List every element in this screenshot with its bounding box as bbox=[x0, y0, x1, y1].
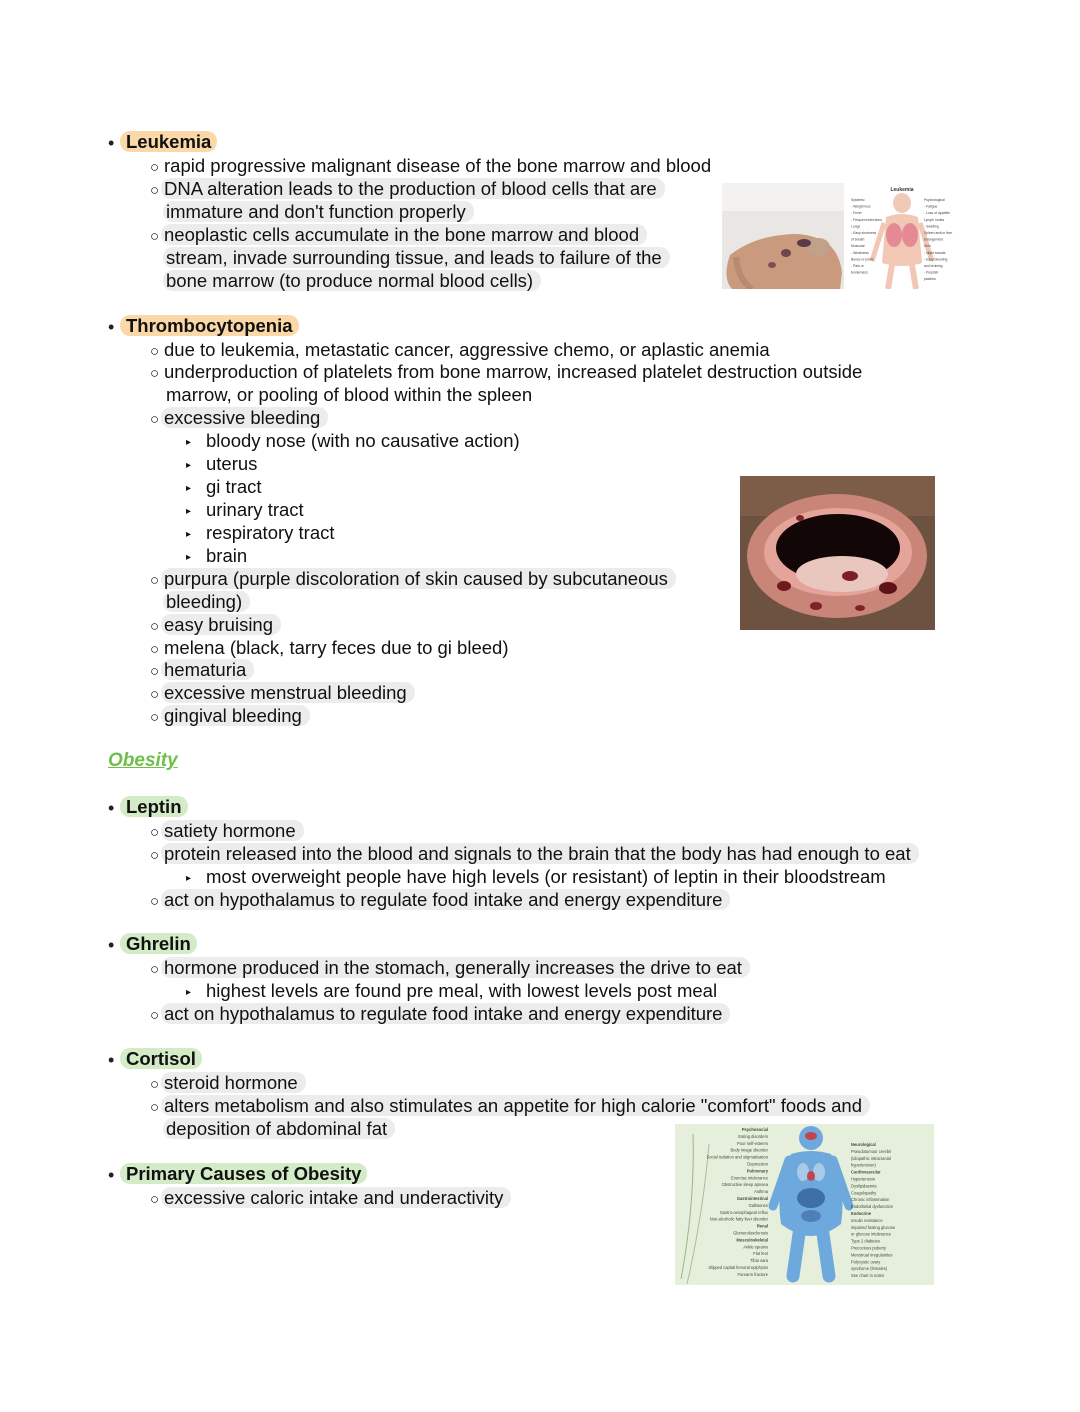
obesity-figure-label: Endocrine bbox=[851, 1211, 872, 1216]
leukemia-figure-label: and bruising bbox=[924, 264, 943, 268]
obesity-figure-label: Asthma bbox=[754, 1189, 768, 1195]
obesity-figure-label: Insulin resistance bbox=[851, 1217, 883, 1223]
leukemia-figure-label: - Loss of appetite bbox=[924, 211, 951, 216]
obesity-figure-label: Glomerulosclerosis bbox=[733, 1230, 768, 1236]
obesity-figure-label: hypertension) bbox=[851, 1162, 876, 1168]
cortisol-term: Cortisol bbox=[126, 1048, 202, 1070]
leukemia-term: Leukemia bbox=[126, 131, 217, 153]
thrombo-point-5: ○ easy bruising bbox=[150, 614, 281, 638]
obesity-diagram bbox=[675, 1124, 934, 1285]
obesity-figure-label: Psychosocial bbox=[741, 1127, 768, 1132]
bullet: • bbox=[108, 798, 115, 818]
cortisol-point-1: ○ steroid hormone bbox=[150, 1072, 306, 1096]
leukemia-point-1: ○ rapid progressive malignant disease of the bone marrow and blood bbox=[150, 155, 712, 176]
leukemia-figure-label: Enlargement bbox=[924, 237, 944, 242]
obesity-figure-label: Non-alcoholic fatty liver disorder bbox=[709, 1216, 768, 1222]
leukemia-figure-label: of breath bbox=[851, 237, 865, 242]
obesity-figure-label: Polycystic ovary bbox=[851, 1259, 881, 1265]
leukemia-figure-label: - Purplish bbox=[924, 270, 939, 275]
primary-causes-term: Primary Causes of Obesity bbox=[126, 1163, 367, 1185]
ghrelin-point-1: ○ hormone produced in the stomach, generally increases the drive to eat bbox=[150, 957, 750, 981]
obesity-figure-label: Gastrointestinal bbox=[736, 1196, 768, 1201]
leptin-point-2: ○ protein released into the blood and signals to the brain that the body has had enough to eat bbox=[150, 843, 919, 867]
leukemia-figure bbox=[722, 183, 954, 289]
obesity-figure-label: Poor self-esteem bbox=[737, 1140, 768, 1146]
obesity-figure-label: (idiopathic intracranial bbox=[851, 1155, 891, 1161]
thrombo-point-9: ○ gingival bleeding bbox=[150, 705, 310, 729]
leukemia-figure-label: - Weight loss bbox=[851, 204, 871, 209]
leptin-subpoint: ▸ most overweight people have high levels (or resistant) of leptin in their bloodstream bbox=[186, 866, 886, 887]
thrombo-point-4: ○ purpura (purple discoloration of skin caused by subcutaneous bbox=[150, 568, 676, 592]
obesity-figure-label: See chart in notes bbox=[851, 1273, 884, 1279]
leukemia-figure-label: - Frequent infections bbox=[851, 217, 882, 222]
leukemia-figure-label: tenderness bbox=[851, 270, 868, 275]
obesity-figure-label: Renal bbox=[756, 1223, 768, 1229]
obesity-figure-label: Endothelial dysfunction bbox=[851, 1204, 894, 1210]
obesity-figure-label: Tibia vara bbox=[750, 1258, 768, 1264]
bullet: • bbox=[108, 1165, 115, 1185]
obesity-figure-label: Gastro-oesophageal reflux bbox=[719, 1209, 768, 1215]
leukemia-figure-label: Psychological bbox=[924, 198, 945, 202]
bullet: • bbox=[108, 935, 115, 955]
thrombo-point-1: ○ due to leukemia, metastatic cancer, aggressive chemo, or aplastic anemia bbox=[150, 339, 770, 360]
obesity-figure-label: Musculoskeletal bbox=[736, 1237, 768, 1243]
thrombo-point-6: ○ melena (black, tarry feces due to gi bleed) bbox=[150, 637, 509, 658]
bleeding-site-3: ▸ gi tract bbox=[186, 476, 262, 497]
leukemia-figure-label: - Weakness bbox=[851, 250, 869, 255]
thrombo-point-2: ○ underproduction of platelets from bone marrow, increased platelet destruction outside bbox=[150, 361, 863, 382]
obesity-complications-diagram bbox=[675, 1124, 934, 1285]
leptin-point-1: ○ satiety hormone bbox=[150, 820, 304, 844]
leukemia-point-3-cont: stream, invade surrounding tissue, and leads to failure of the bbox=[166, 247, 670, 269]
leukemia-figure-label: Skin bbox=[924, 244, 931, 249]
obesity-figure-label: Pulmonary bbox=[746, 1168, 768, 1174]
obesity-figure-label: Cardiovascular bbox=[851, 1169, 881, 1175]
leukemia-figure-label: - Fatigue bbox=[924, 204, 938, 209]
obesity-heading: Obesity bbox=[108, 750, 178, 771]
gingival-bleeding-photo bbox=[740, 476, 935, 630]
leukemia-figure-label: Lungs bbox=[851, 224, 861, 229]
obesity-figure-label: Ankle sprains bbox=[743, 1244, 768, 1250]
thrombo-point-2-cont: marrow, or pooling of blood within the spleen bbox=[166, 384, 533, 405]
obesity-figure-label: Coagulopathy bbox=[851, 1190, 877, 1196]
obesity-figure-label: Menstrual irregularities bbox=[851, 1252, 893, 1258]
thrombo-point-7: ○ hematuria bbox=[150, 659, 254, 683]
bullet: • bbox=[108, 317, 115, 337]
thrombo-point-3: ○ excessive bleeding bbox=[150, 407, 328, 431]
bleeding-site-1: ▸ bloody nose (with no causative action) bbox=[186, 430, 520, 451]
obesity-figure-label: Forearm fracture bbox=[737, 1271, 768, 1277]
obesity-figure-label: Exercise intolerance bbox=[731, 1175, 768, 1181]
leukemia-point-3-cont2: bone marrow (to produce normal blood cells) bbox=[166, 270, 541, 292]
leukemia-figure-label: Lymph nodes bbox=[924, 217, 945, 222]
ghrelin-subpoint: ▸ highest levels are found pre meal, with lowest levels post meal bbox=[186, 980, 718, 1001]
obesity-figure-label: Precocious puberty bbox=[851, 1245, 887, 1251]
leukemia-figure-label: - Easy shortness bbox=[851, 231, 877, 235]
bleeding-site-5: ▸ respiratory tract bbox=[186, 522, 335, 543]
leptin-term: Leptin bbox=[126, 796, 188, 818]
ghrelin-point-2: ○ act on hypothalamus to regulate food intake and energy expenditure bbox=[150, 1003, 730, 1027]
obesity-figure-label: Chronic inflammation bbox=[851, 1197, 890, 1203]
thrombocytopenia-term: Thrombocytopenia bbox=[126, 315, 299, 337]
primary-causes-point-1: ○ excessive caloric intake and underactivity bbox=[150, 1187, 511, 1211]
obesity-figure-label: Pseudotumour cerebri bbox=[851, 1148, 892, 1154]
obesity-figure-label: Hypertension bbox=[851, 1176, 876, 1182]
leukemia-figure-label: Bones or joints bbox=[851, 257, 874, 262]
leukemia-figure-label: Muscular bbox=[851, 244, 865, 249]
leukemia-photo-and-diagram bbox=[722, 183, 954, 289]
leukemia-point-3: ○ neoplastic cells accumulate in the bone marrow and blood bbox=[150, 224, 647, 248]
obesity-figure-label: or glucose intolerance bbox=[851, 1231, 892, 1237]
leukemia-figure-label: Spleen and/or liver bbox=[924, 231, 953, 235]
leukemia-figure-title: Leukemia bbox=[890, 187, 914, 193]
leukemia-figure-label: Systemic bbox=[851, 198, 865, 202]
obesity-figure-label: Slipped capital femoral epiphysis bbox=[708, 1265, 768, 1270]
ghrelin-term: Ghrelin bbox=[126, 933, 197, 955]
bullet: • bbox=[108, 1050, 115, 1070]
bullet: • bbox=[108, 133, 115, 153]
leukemia-figure-label: - Easy bleeding bbox=[924, 257, 948, 262]
cortisol-point-2-cont: deposition of abdominal fat bbox=[166, 1118, 395, 1140]
leukemia-figure-label: patches bbox=[924, 277, 936, 282]
mouth-photo bbox=[740, 476, 935, 630]
leukemia-figure-label: - Pain or bbox=[851, 264, 864, 268]
obesity-figure-label: Depression bbox=[747, 1161, 768, 1167]
thrombo-point-8: ○ excessive menstrual bleeding bbox=[150, 682, 415, 706]
obesity-figure-label: Social isolation and stigmatisation bbox=[706, 1154, 768, 1160]
thrombo-point-4-cont: bleeding) bbox=[166, 591, 250, 613]
obesity-figure-label: Obstructive sleep apnoea bbox=[721, 1182, 768, 1188]
obesity-figure-label: Body image disorder bbox=[730, 1147, 768, 1153]
obesity-figure-label: Dyslipidaemia bbox=[851, 1183, 877, 1189]
leptin-point-3: ○ act on hypothalamus to regulate food intake and energy expenditure bbox=[150, 889, 730, 913]
leukemia-point-2: ○ DNA alteration leads to the production of blood cells that are bbox=[150, 178, 665, 202]
obesity-figure-label: Flat feet bbox=[753, 1251, 768, 1257]
leukemia-figure-label: - Swelling bbox=[924, 224, 939, 229]
obesity-figure-label: Eating disorders bbox=[738, 1133, 768, 1139]
obesity-figure-label: Gallstones bbox=[748, 1202, 768, 1208]
bleeding-site-6: ▸ brain bbox=[186, 545, 248, 566]
obesity-figure-label: Type 2 diabetes bbox=[851, 1238, 880, 1244]
obesity-figure-label: impaired fasting glucose bbox=[851, 1224, 896, 1230]
obesity-figure-label: Neurological bbox=[851, 1142, 876, 1147]
bleeding-site-2: ▸ uterus bbox=[186, 453, 258, 474]
obesity-figure-label: syndrome (females) bbox=[851, 1266, 888, 1272]
bleeding-site-4: ▸ urinary tract bbox=[186, 499, 304, 520]
leukemia-point-2-cont: immature and don't function properly bbox=[166, 201, 474, 223]
leukemia-figure-label: - Night sweats bbox=[924, 250, 946, 255]
leukemia-figure-label: - Fever bbox=[851, 211, 862, 216]
cortisol-point-2: ○ alters metabolism and also stimulates an appetite for high calorie "comfort" foods and bbox=[150, 1095, 870, 1119]
